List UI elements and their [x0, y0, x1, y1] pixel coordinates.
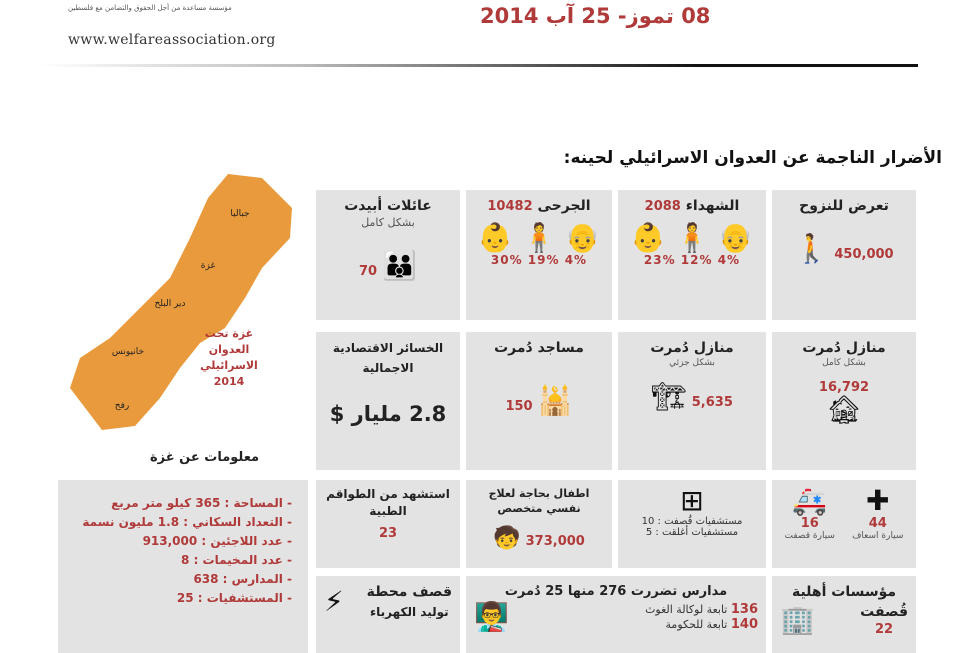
- map-place-2: غزة: [200, 261, 216, 271]
- child-icon: 🧒: [493, 526, 521, 551]
- hospitals-line2: مستشفيات أغلقت : 5: [645, 527, 739, 538]
- schools-row1-num: 136: [730, 602, 758, 617]
- martyrs-title: الشهداء: [685, 198, 740, 214]
- homes-full-sub: بشكل كامل: [822, 358, 866, 368]
- schools-row2-text: تابعة للحكومة: [665, 618, 728, 631]
- mosques-title: مساجد دُمرت: [494, 340, 584, 356]
- wounded-percentages: 30% 19% 4%: [490, 253, 588, 267]
- gaza-info-line: - المساحة : 365 كيلو متر مربع: [111, 496, 292, 510]
- damaged-building-icon: 🏗: [651, 380, 687, 413]
- schools-box: [466, 576, 766, 653]
- medical-cross-icon: ✚: [866, 484, 890, 517]
- children-value: 373,000: [525, 534, 585, 549]
- wounded-title-row: [474, 196, 604, 217]
- children-box: [466, 480, 612, 568]
- power-title: قصف محطة: [366, 584, 452, 600]
- martyrs-title-row: [626, 196, 758, 217]
- power-sub: توليد الكهرباء: [369, 605, 449, 619]
- schools-title: مدارس تضررت 276 منها 25 دُمرت: [504, 584, 728, 599]
- map-caption: غزة تحت العدوان الاسرائيلي 2014: [200, 327, 258, 388]
- map-place-5: رفح: [114, 401, 130, 411]
- ambulances-box: [772, 480, 916, 568]
- martyrs-value: 2088: [644, 199, 681, 214]
- wounded-box: [466, 190, 612, 320]
- homes-partial-title: منازل دُمرت: [650, 340, 734, 356]
- wounded-title: الجرحى: [537, 198, 591, 214]
- homes-partial-box: [618, 332, 766, 470]
- ngos-value: 22: [875, 622, 894, 637]
- building-icon: 🏢: [780, 602, 815, 636]
- ambulances-l2: سيارة قصفت: [784, 531, 835, 541]
- economic-sub: الاجمالية: [362, 361, 414, 375]
- economic-box: [316, 332, 460, 470]
- homes-partial-sub: بشكل جزئي: [669, 358, 715, 368]
- map-place-3: دير البلح: [154, 299, 186, 309]
- displaced-person-icon: 🚶: [794, 232, 830, 265]
- mosques-value: 150: [505, 399, 533, 414]
- mosques-box: [466, 332, 612, 470]
- economic-title: الخسائر الاقتصادية: [332, 341, 444, 355]
- gaza-info-line: - عدد المخيمات : 8: [181, 553, 292, 567]
- medics-box: [316, 480, 460, 568]
- mosque-icon: 🕌: [537, 384, 573, 417]
- medics-value: 23: [378, 526, 398, 541]
- gaza-info-title: معلومات عن غزة: [150, 450, 260, 465]
- ambulance-icon: 🚑: [792, 484, 828, 517]
- gaza-map: [40, 168, 310, 458]
- hospitals-line1: مستشفيات قُصفت : 10: [641, 516, 743, 527]
- rubble-icon: 🏚: [826, 393, 862, 426]
- ngos-box: [772, 576, 916, 653]
- schools-row1-text: تابعة لوكالة الغوث: [645, 603, 728, 616]
- website-url[interactable]: www.welfareassociation.org: [68, 32, 276, 48]
- homes-full-title: منازل دُمرت: [802, 340, 886, 356]
- schools-row2-num: 140: [730, 617, 758, 632]
- displacement-title: تعرض للنزوح: [799, 198, 889, 214]
- elderly-adult-child-icon: 👴 🧍 👶: [630, 221, 754, 254]
- power-box: [316, 576, 460, 653]
- martyrs-percentages: 23% 12% 4%: [643, 253, 741, 267]
- families-sub: بشكل كامل: [361, 216, 415, 229]
- ambulances-l1: سيارة اسعاف: [852, 531, 904, 541]
- section-title: الأضرار الناجمة عن العدوان الاسرائيلي لحينه:: [563, 148, 942, 168]
- header-divider: [40, 64, 918, 67]
- martyrs-box: [618, 190, 766, 320]
- economic-value: 2.8 مليار $: [329, 402, 447, 426]
- families-value: 70: [358, 264, 378, 279]
- ngos-sub: قُصفت: [860, 604, 908, 620]
- ngos-title: مؤسسات أهلية: [791, 584, 897, 600]
- elderly-adult-child-icon: 👴 🧍 👶: [477, 221, 601, 254]
- map-place-1: جباليا: [230, 209, 250, 219]
- ambulances-v1: 44: [868, 516, 887, 531]
- family-icon: 👪: [382, 249, 418, 282]
- homes-full-box: [772, 332, 916, 470]
- homes-partial-value: 5,635: [691, 395, 733, 410]
- gaza-info-line: - المدارس : 638: [193, 572, 292, 586]
- map-place-4: خانيونس: [111, 347, 145, 357]
- ambulances-v2: 16: [800, 516, 819, 531]
- teacher-board-icon: 👨‍🏫: [474, 600, 509, 633]
- gaza-info-line: - المستشفيات : 25: [176, 591, 292, 605]
- displacement-value: 450,000: [834, 247, 894, 262]
- lightning-icon: ⚡: [324, 585, 344, 618]
- families-title: عائلات أبيدت: [344, 198, 432, 214]
- medics-title: استشهد من الطواقم الطبية: [326, 487, 450, 518]
- gaza-info-box: [58, 480, 308, 653]
- wounded-value: 10482: [487, 199, 533, 214]
- displacement-box: [772, 190, 916, 320]
- hospitals-box: [618, 480, 766, 568]
- organization-line: مؤسسة مساعدة من أجل الحقوق والتضامن مع فلسطين: [68, 4, 232, 12]
- date-range: 08 تموز- 25 آب 2014: [480, 4, 711, 28]
- homes-full-value: 16,792: [818, 380, 870, 395]
- hospital-icon: ⊞: [680, 484, 704, 517]
- families-box: [316, 190, 460, 320]
- gaza-info-line: - عدد اللاجئين : 913,000: [142, 534, 292, 548]
- gaza-info-line: - التعداد السكاني : 1.8 مليون نسمة: [82, 515, 292, 529]
- children-title: اطفال بحاجة لعلاج نفسي متخصص: [488, 487, 590, 515]
